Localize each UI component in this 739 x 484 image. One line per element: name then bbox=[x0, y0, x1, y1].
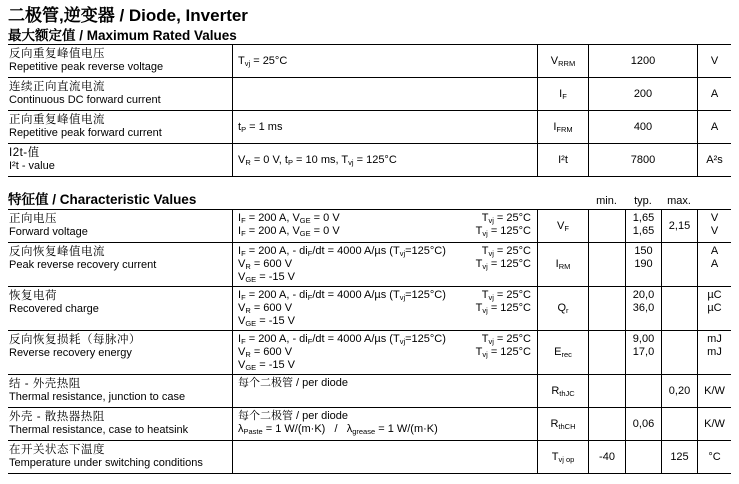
symbol-cell bbox=[537, 331, 588, 374]
typ-cell bbox=[625, 243, 661, 286]
max-cell bbox=[661, 375, 697, 407]
max-cell bbox=[661, 408, 697, 440]
param-cell bbox=[8, 331, 232, 374]
value-line: µC bbox=[707, 302, 722, 314]
typ-cell bbox=[625, 210, 661, 242]
value-line: -40 bbox=[599, 450, 615, 463]
value-line: 36,0 bbox=[632, 302, 655, 314]
table-row bbox=[8, 330, 731, 374]
max-cell bbox=[661, 210, 697, 242]
value-line: 1,65 bbox=[632, 225, 655, 237]
param-name-cn: 反向重复峰值电压 bbox=[9, 48, 105, 60]
value-line: °C bbox=[708, 450, 721, 463]
symbol-cell bbox=[537, 144, 588, 176]
unit-line: V bbox=[710, 54, 719, 67]
table-row bbox=[8, 209, 731, 242]
param-name-cn: I2t-值 bbox=[9, 147, 40, 159]
value-line: 20,0 bbox=[632, 289, 655, 301]
condition-lines bbox=[238, 333, 446, 372]
param-name-en: Thermal resistance, case to heatsink bbox=[9, 424, 189, 436]
conditions-cell bbox=[232, 375, 537, 407]
condition-temp-line: $T_{vj} = 25^\circ C$ bbox=[481, 289, 531, 302]
symbol-cell bbox=[537, 287, 588, 330]
unit-cell bbox=[697, 210, 731, 242]
param-name-en: Temperature under switching conditions bbox=[9, 457, 203, 469]
symbol-cell bbox=[537, 441, 588, 473]
condition-temp-line: $T_{vj} = 25^\circ C$ bbox=[481, 245, 531, 258]
param-cell bbox=[8, 45, 232, 77]
symbol: $I_F$ bbox=[559, 87, 567, 101]
value-cell bbox=[588, 45, 697, 77]
col-header-min: min. bbox=[596, 195, 617, 207]
condition-temp-line: $T_{vj} = 125^\circ C$ bbox=[475, 302, 531, 315]
value-line: 0,20 bbox=[668, 384, 691, 397]
min-cell bbox=[588, 408, 625, 440]
col-header-max: max. bbox=[667, 195, 691, 207]
param-name-en: I²t - value bbox=[9, 160, 55, 172]
typ-cell bbox=[625, 441, 661, 473]
param-name-cn: 连续正向直流电流 bbox=[9, 81, 105, 93]
condition-line: $V_R = 600$ V bbox=[238, 302, 293, 315]
min-cell bbox=[588, 210, 625, 242]
unit-line: A bbox=[710, 120, 719, 133]
table-row bbox=[8, 44, 731, 77]
param-name-en: Peak reverse recovery current bbox=[9, 259, 157, 271]
value-line: mJ bbox=[707, 346, 722, 358]
condition-line: $I_F = 200$ A, - $di_F/dt = 4000$ A/µs $(T_{vj}=125^\circ C)$ bbox=[238, 245, 446, 258]
char-values-header bbox=[8, 187, 731, 209]
conditions-cell bbox=[232, 441, 537, 473]
symbol-cell bbox=[537, 243, 588, 286]
value-line: 7800 bbox=[630, 153, 656, 166]
condition-line: $T_{vj} = 25^\circ C$ bbox=[238, 54, 288, 68]
table-row bbox=[8, 407, 731, 440]
unit-line: A²s bbox=[706, 153, 723, 166]
value-line: A bbox=[710, 258, 719, 270]
value-line: 125 bbox=[670, 450, 689, 463]
condition-lines bbox=[238, 410, 438, 436]
condition-lines bbox=[238, 55, 287, 68]
table-row bbox=[8, 440, 731, 473]
condition-line: 每个二极管 / per diode bbox=[238, 410, 349, 422]
section-heading-max-rated: 最大额定值 / Maximum Rated Values bbox=[8, 28, 237, 43]
value-line: V bbox=[710, 212, 719, 224]
value-line: 200 bbox=[633, 87, 653, 100]
param-name-en: Forward voltage bbox=[9, 226, 88, 238]
section-heading-characteristic: 特征值 / Characteristic Values bbox=[8, 192, 197, 207]
condition-line: $V_R = 600$ V bbox=[238, 346, 293, 359]
table-row bbox=[8, 143, 731, 176]
symbol: $I_{FRM}$ bbox=[553, 120, 573, 134]
condition-line: $V_{GE} = -15$ V bbox=[238, 271, 296, 284]
condition-temp-line: $T_{vj} = 25^\circ C$ bbox=[481, 212, 531, 225]
condition-temp-lines bbox=[476, 289, 531, 315]
symbol: $R_{thJC}$ bbox=[551, 384, 575, 398]
unit-cell bbox=[697, 243, 731, 286]
condition-line: $V_R = 0$ V, $t_P = 10$ ms, $T_{vj} = 125^\circ C$ bbox=[238, 153, 397, 167]
condition-line: $I_F = 200$ A, - $di_F/dt = 4000$ A/µs $(T_{vj}=125^\circ C)$ bbox=[238, 289, 446, 302]
condition-line: $I_F = 200$ A, $V_{GE} = 0$ V bbox=[238, 212, 340, 225]
param-name-cn: 在开关状态下温度 bbox=[9, 444, 105, 456]
param-name-cn: 反向恢复峰值电流 bbox=[9, 246, 105, 258]
unit-cell bbox=[697, 144, 731, 176]
conditions-cell bbox=[232, 111, 537, 143]
typ-cell bbox=[625, 408, 661, 440]
conditions-cell bbox=[232, 287, 537, 330]
value-cell bbox=[588, 144, 697, 176]
param-cell bbox=[8, 111, 232, 143]
conditions-cell bbox=[232, 144, 537, 176]
param-name-en: Continuous DC forward current bbox=[9, 94, 161, 106]
max-rated-values-table bbox=[8, 44, 731, 177]
max-cell bbox=[661, 243, 697, 286]
condition-temp-line: $T_{vj} = 125^\circ C$ bbox=[475, 225, 531, 238]
value-line: 150 bbox=[634, 245, 653, 257]
condition-line: $V_{GE} = -15$ V bbox=[238, 359, 296, 372]
symbol-cell bbox=[537, 45, 588, 77]
min-cell bbox=[588, 375, 625, 407]
symbol: $R_{thCH}$ bbox=[550, 417, 576, 431]
value-line: V bbox=[710, 225, 719, 237]
condition-lines bbox=[238, 154, 397, 167]
condition-temp-lines bbox=[476, 333, 531, 359]
unit-cell bbox=[697, 78, 731, 110]
min-cell bbox=[588, 331, 625, 374]
symbol: $V_F$ bbox=[557, 219, 569, 233]
param-name-cn: 结 - 外壳热阻 bbox=[9, 378, 81, 390]
min-cell bbox=[588, 287, 625, 330]
characteristic-values-table bbox=[8, 209, 731, 474]
conditions-cell bbox=[232, 331, 537, 374]
value-line: A bbox=[710, 245, 719, 257]
condition-temp-lines bbox=[476, 245, 531, 271]
value-line: 0,06 bbox=[632, 417, 655, 430]
conditions-cell bbox=[232, 78, 537, 110]
char-column-headers bbox=[8, 195, 731, 209]
typ-cell bbox=[625, 375, 661, 407]
param-cell bbox=[8, 243, 232, 286]
max-cell bbox=[661, 441, 697, 473]
unit-line: A bbox=[710, 87, 719, 100]
symbol: $Q_r$ bbox=[557, 302, 569, 315]
symbol-cell bbox=[537, 210, 588, 242]
param-cell bbox=[8, 78, 232, 110]
value-line: 2,15 bbox=[668, 219, 691, 232]
param-name-cn: 反向恢复损耗（每脉冲） bbox=[9, 334, 141, 346]
param-cell bbox=[8, 375, 232, 407]
symbol-cell bbox=[537, 78, 588, 110]
condition-line: $I_F = 200$ A, $V_{GE} = 0$ V bbox=[238, 225, 340, 238]
param-name-en: Repetitive peak forward current bbox=[9, 127, 162, 139]
condition-lines bbox=[238, 289, 446, 328]
unit-cell bbox=[697, 441, 731, 473]
param-cell bbox=[8, 144, 232, 176]
value-line: 190 bbox=[634, 258, 653, 270]
conditions-cell bbox=[232, 45, 537, 77]
typ-cell bbox=[625, 331, 661, 374]
table-row bbox=[8, 77, 731, 110]
unit-cell bbox=[697, 45, 731, 77]
symbol: $V_{RRM}$ bbox=[550, 54, 576, 68]
symbol: $E_{rec}$ bbox=[554, 346, 572, 359]
value-line: 1200 bbox=[630, 54, 656, 67]
param-cell bbox=[8, 287, 232, 330]
param-name-en: Repetitive peak reverse voltage bbox=[9, 61, 164, 73]
param-name-cn: 正向重复峰值电流 bbox=[9, 114, 105, 126]
condition-line: 每个二极管 / per diode bbox=[238, 377, 349, 389]
unit-cell bbox=[697, 331, 731, 374]
table-row bbox=[8, 110, 731, 143]
param-cell bbox=[8, 408, 232, 440]
condition-lines bbox=[238, 377, 348, 390]
param-cell bbox=[8, 210, 232, 242]
condition-line: $V_R = 600$ V bbox=[238, 258, 293, 271]
conditions-cell bbox=[232, 243, 537, 286]
typ-cell bbox=[625, 287, 661, 330]
param-cell bbox=[8, 441, 232, 473]
condition-line: $V_{GE} = -15$ V bbox=[238, 315, 296, 328]
param-name-en: Thermal resistance, junction to case bbox=[9, 391, 186, 403]
condition-lines bbox=[238, 245, 446, 284]
value-line: 9,00 bbox=[632, 333, 655, 345]
param-name-cn: 恢复电荷 bbox=[9, 290, 57, 302]
min-cell bbox=[588, 243, 625, 286]
param-name-cn: 外壳 - 散热器热阻 bbox=[9, 411, 105, 423]
unit-cell bbox=[697, 408, 731, 440]
symbol-cell bbox=[537, 408, 588, 440]
conditions-cell bbox=[232, 408, 537, 440]
param-name-cn: 正向电压 bbox=[9, 213, 57, 225]
page-title: 二极管,逆变器 / Diode, Inverter bbox=[8, 6, 248, 25]
value-cell bbox=[588, 111, 697, 143]
param-name-en: Recovered charge bbox=[9, 303, 99, 315]
value-line: 17,0 bbox=[632, 346, 655, 358]
condition-line: $t_P = 1$ ms bbox=[238, 120, 283, 134]
table-row bbox=[8, 242, 731, 286]
min-cell bbox=[588, 441, 625, 473]
condition-line: $I_F = 200$ A, - $di_F/dt = 4000$ A/µs $(T_{vj}=125^\circ C)$ bbox=[238, 333, 446, 346]
value-line: 400 bbox=[633, 120, 653, 133]
max-cell bbox=[661, 331, 697, 374]
param-name-en: Reverse recovery energy bbox=[9, 347, 132, 359]
value-cell bbox=[588, 78, 697, 110]
col-header-typ: typ. bbox=[634, 195, 652, 207]
condition-temp-lines bbox=[476, 212, 531, 238]
symbol-cell bbox=[537, 375, 588, 407]
condition-lines bbox=[238, 121, 282, 134]
symbol: $T_{vj op}$ bbox=[551, 450, 575, 464]
value-line: K/W bbox=[704, 417, 725, 430]
value-line: mJ bbox=[707, 333, 722, 345]
value-line: 1,65 bbox=[632, 212, 655, 224]
condition-temp-line: $T_{vj} = 125^\circ C$ bbox=[475, 258, 531, 271]
value-line: K/W bbox=[704, 384, 725, 397]
unit-cell bbox=[697, 287, 731, 330]
condition-lines bbox=[238, 212, 340, 238]
conditions-cell bbox=[232, 210, 537, 242]
value-line: µC bbox=[707, 289, 722, 301]
max-cell bbox=[661, 287, 697, 330]
symbol: $I_{RM}$ bbox=[555, 258, 571, 271]
symbol: I²t bbox=[558, 153, 568, 166]
condition-temp-line: $T_{vj} = 125^\circ C$ bbox=[475, 346, 531, 359]
unit-cell bbox=[697, 111, 731, 143]
table-row bbox=[8, 286, 731, 330]
symbol-cell bbox=[537, 111, 588, 143]
condition-temp-line: $T_{vj} = 25^\circ C$ bbox=[481, 333, 531, 346]
condition-line: $\lambda_{Paste} = 1$ $W/(m\cdot K) / \lambda_{grease} = 1$ W/(m·K) bbox=[238, 423, 438, 436]
unit-cell bbox=[697, 375, 731, 407]
table-row bbox=[8, 374, 731, 407]
